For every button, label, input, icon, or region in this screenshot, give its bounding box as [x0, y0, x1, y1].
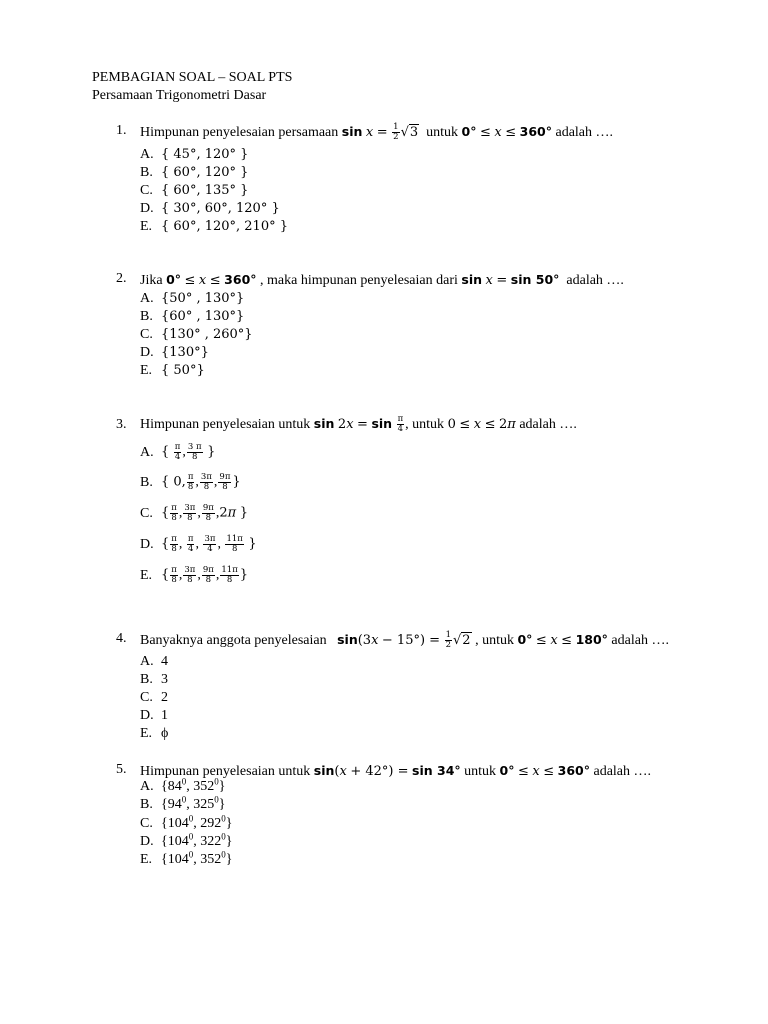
- option-c[interactable]: C. { $\frac{\pi}{8}$ , $\frac{3\pi}{8}$ , $\frac{9\pi}{8}$ ,2π }: [140, 503, 248, 523]
- fraction: $\frac{1}{2}$: [393, 122, 399, 143]
- option-a[interactable]: A. {$84^0$, $352^0$}: [140, 776, 226, 794]
- option-d[interactable]: D. { 30°, 60°, 120° }: [140, 201, 280, 216]
- option-d[interactable]: D. 1: [140, 708, 168, 723]
- question-number: 3.: [116, 417, 127, 432]
- option-d[interactable]: D. {$104^0$, $322^0$}: [140, 831, 233, 849]
- question-number: 1.: [116, 123, 127, 138]
- option-a[interactable]: A. {50° , 130°}: [140, 291, 245, 306]
- option-b[interactable]: B. { 60°, 120° }: [140, 165, 249, 180]
- option-b[interactable]: B. {60° , 130°}: [140, 309, 245, 324]
- option-c[interactable]: C. {130° , 260°}: [140, 327, 253, 342]
- question-number: 4.: [116, 631, 127, 646]
- option-d[interactable]: D. { $\frac{\pi}{8}$ , $\frac{\pi}{4}$ , $\frac{3\pi}{4}$ , $\frac{11\pi}{8}$ }: [140, 534, 257, 554]
- option-b[interactable]: B. {$94^0$, $325^0$}: [140, 794, 226, 812]
- option-e[interactable]: E. { 60°, 120°, 210° }: [140, 219, 289, 234]
- option-e[interactable]: E. ϕ: [140, 726, 169, 741]
- square-root: √3: [400, 125, 419, 140]
- option-e[interactable]: E. { 50°}: [140, 363, 205, 378]
- option-c[interactable]: C. { 60°, 135° }: [140, 183, 249, 198]
- document-title: PEMBAGIAN SOAL – SOAL PTS: [92, 70, 293, 85]
- option-a[interactable]: A. { $\frac{\pi}{4}$ , $\frac{3 \pi}{8}$ }: [140, 442, 216, 462]
- question-text: Himpunan penyelesaian untuk sin(x + 42°) = sin 34° untuk 0° ≤ x ≤ 360° adalah ….: [140, 763, 652, 779]
- document-subtitle: Persamaan Trigonometri Dasar: [92, 88, 267, 103]
- option-c[interactable]: C. {$104^0$, $292^0$}: [140, 813, 233, 831]
- question-text: Jika 0° ≤ x ≤ 360° , maka himpunan penyelesaian dari sin x = sin 50° adalah ….: [140, 272, 624, 288]
- option-e[interactable]: E. {$104^0$, $352^0$}: [140, 849, 233, 867]
- option-d[interactable]: D. {130°}: [140, 345, 209, 360]
- option-e[interactable]: E. { $\frac{\pi}{8}$ , $\frac{3\pi}{8}$ , $\frac{9\pi}{8}$ , $\frac{11\pi}{8}$ }: [140, 565, 249, 585]
- question-text: Himpunan penyelesaian persamaan sin x = $\frac{1}{2}$ √3 untuk 0° ≤ x ≤ 360° adalah ….: [140, 122, 614, 143]
- question-number: 5.: [116, 762, 127, 777]
- option-c[interactable]: C. 2: [140, 690, 168, 705]
- option-b[interactable]: B. { 0, $\frac{\pi}{8}$ , $\frac{3\pi}{8}$ , $\frac{9\pi}{8}$ }: [140, 472, 241, 492]
- question-text: Banyaknya anggota penyelesaian sin(3x − 15°) = $\frac{1}{2}$ √2 , untuk 0° ≤ x ≤ 180° adalah ….: [140, 630, 669, 651]
- option-b[interactable]: B. 3: [140, 672, 168, 687]
- question-text: Himpunan penyelesaian untuk sin 2x = sin $\frac{\pi}{4}$ , untuk 0 ≤ x ≤ 2π adalah ….: [140, 414, 577, 435]
- question-number: 2.: [116, 271, 127, 286]
- option-a[interactable]: A. { 45°, 120° }: [140, 147, 249, 162]
- option-a[interactable]: A. 4: [140, 654, 168, 669]
